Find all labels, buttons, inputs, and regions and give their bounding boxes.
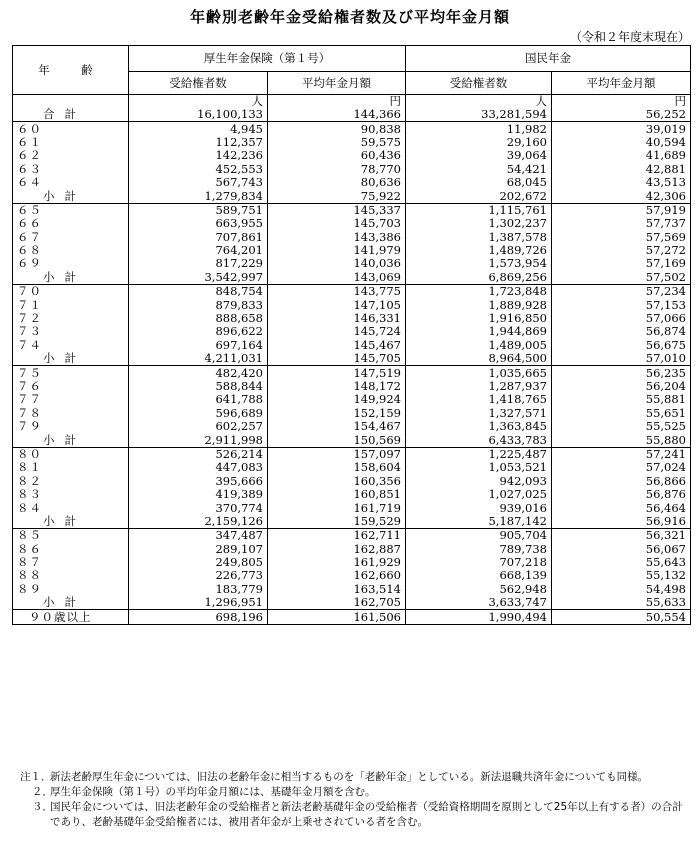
age-cell: ８６ bbox=[13, 543, 129, 556]
kosei-recipients-cell: 347,487 bbox=[129, 529, 268, 543]
kokumin-avg-cell: 40,594 bbox=[552, 136, 691, 149]
kosei-avg-cell: 145,703 bbox=[268, 217, 406, 230]
age-cell: 小計 bbox=[13, 433, 129, 447]
kosei-avg-cell: 160,356 bbox=[268, 475, 406, 488]
kosei-avg-cell: 60,436 bbox=[268, 149, 406, 162]
kosei-recipients-cell: 4,211,031 bbox=[129, 352, 268, 366]
table-row bbox=[13, 285, 691, 299]
footnotes bbox=[20, 770, 692, 830]
kokumin-avg-cell: 56,204 bbox=[552, 380, 691, 393]
kosei-recipients-cell: 419,389 bbox=[129, 488, 268, 501]
kosei-recipients-cell: 697,164 bbox=[129, 339, 268, 352]
kosei-avg-cell: 148,172 bbox=[268, 380, 406, 393]
age-cell: ６２ bbox=[13, 149, 129, 162]
kosei-recipients-cell: 2,911,998 bbox=[129, 433, 268, 447]
table-row bbox=[13, 203, 691, 217]
kosei-recipients-cell: 567,743 bbox=[129, 176, 268, 189]
kosei-recipients-cell: 526,214 bbox=[129, 447, 268, 461]
age-cell: ６１ bbox=[13, 136, 129, 149]
kosei-recipients-cell: 142,236 bbox=[129, 149, 268, 162]
kokumin-recipients-cell: 33,281,594 bbox=[406, 108, 552, 122]
kosei-avg-cell: 59,575 bbox=[268, 136, 406, 149]
unit-row bbox=[13, 95, 691, 109]
table-row bbox=[13, 176, 691, 189]
kosei-avg-cell: 140,036 bbox=[268, 257, 406, 270]
kokumin-avg-cell: 56,067 bbox=[552, 543, 691, 556]
kokumin-recipients-cell: 1,327,571 bbox=[406, 407, 552, 420]
kokumin-avg-cell: 56,876 bbox=[552, 488, 691, 501]
table-row bbox=[13, 610, 691, 624]
subtotal-row bbox=[13, 515, 691, 529]
table-row bbox=[13, 407, 691, 420]
unit-person: 人 bbox=[406, 95, 552, 109]
kokumin-avg-cell: 57,737 bbox=[552, 217, 691, 230]
footnote bbox=[20, 800, 692, 830]
age-cell: ７９ bbox=[13, 420, 129, 433]
kosei-avg-cell: 146,331 bbox=[268, 312, 406, 325]
kosei-recipients-cell: 817,229 bbox=[129, 257, 268, 270]
unit-person: 人 bbox=[129, 95, 268, 109]
kosei-recipients-header: 受給権者数 bbox=[129, 72, 268, 95]
table-row bbox=[13, 366, 691, 380]
kokumin-recipients-cell: 39,064 bbox=[406, 149, 552, 162]
table-row bbox=[13, 244, 691, 257]
kokumin-avg-cell: 54,498 bbox=[552, 583, 691, 596]
kokumin-avg-cell: 56,675 bbox=[552, 339, 691, 352]
kosei-recipients-cell: 848,754 bbox=[129, 285, 268, 299]
kosei-avg-cell: 160,851 bbox=[268, 488, 406, 501]
kokumin-avg-cell: 55,880 bbox=[552, 433, 691, 447]
subtotal-row bbox=[13, 433, 691, 447]
kokumin-avg-cell: 55,132 bbox=[552, 569, 691, 582]
kokumin-avg-cell: 57,502 bbox=[552, 271, 691, 285]
kokumin-recipients-cell: 707,218 bbox=[406, 556, 552, 569]
table-row bbox=[13, 149, 691, 162]
kosei-avg-cell: 152,159 bbox=[268, 407, 406, 420]
kosei-avg-cell: 145,467 bbox=[268, 339, 406, 352]
kosei-group-header: 厚生年金保険（第１号） bbox=[129, 46, 406, 72]
kosei-avg-cell: 80,636 bbox=[268, 176, 406, 189]
kosei-avg-header: 平均年金月額 bbox=[268, 72, 406, 95]
kosei-avg-cell: 147,519 bbox=[268, 366, 406, 380]
table-row bbox=[13, 122, 691, 136]
kokumin-avg-cell: 39,019 bbox=[552, 122, 691, 136]
subtotal-row bbox=[13, 271, 691, 285]
kosei-avg-cell: 162,705 bbox=[268, 596, 406, 610]
as-of-date: （令和２年度末現在） bbox=[569, 30, 690, 44]
kokumin-avg-cell: 57,153 bbox=[552, 298, 691, 311]
age-cell: ６８ bbox=[13, 244, 129, 257]
age-cell: ６９ bbox=[13, 257, 129, 270]
kokumin-recipients-cell: 5,187,142 bbox=[406, 515, 552, 529]
kosei-recipients-cell: 1,296,951 bbox=[129, 596, 268, 610]
footnote-number: 注１． bbox=[20, 771, 52, 783]
age-cell: ７８ bbox=[13, 407, 129, 420]
kosei-recipients-cell: 447,083 bbox=[129, 461, 268, 474]
kosei-avg-cell: 161,929 bbox=[268, 556, 406, 569]
kokumin-recipients-cell: 789,738 bbox=[406, 543, 552, 556]
age-cell: ６３ bbox=[13, 163, 129, 176]
kosei-avg-cell: 143,775 bbox=[268, 285, 406, 299]
age-cell: 小計 bbox=[13, 596, 129, 610]
kosei-avg-cell: 161,719 bbox=[268, 501, 406, 514]
age-cell: ７１ bbox=[13, 298, 129, 311]
kokumin-avg-cell: 57,066 bbox=[552, 312, 691, 325]
kokumin-avg-cell: 57,272 bbox=[552, 244, 691, 257]
kokumin-recipients-cell: 54,421 bbox=[406, 163, 552, 176]
unit-yen: 円 bbox=[552, 95, 691, 109]
age-cell: ８３ bbox=[13, 488, 129, 501]
kosei-recipients-cell: 4,945 bbox=[129, 122, 268, 136]
kokumin-recipients-cell: 1,053,521 bbox=[406, 461, 552, 474]
kokumin-recipients-cell: 1,287,937 bbox=[406, 380, 552, 393]
kosei-avg-cell: 150,569 bbox=[268, 433, 406, 447]
kokumin-recipients-cell: 68,045 bbox=[406, 176, 552, 189]
age-cell: 小計 bbox=[13, 189, 129, 203]
unit-yen: 円 bbox=[268, 95, 406, 109]
kokumin-recipients-cell: 1,115,761 bbox=[406, 203, 552, 217]
pension-table bbox=[12, 45, 691, 625]
kokumin-recipients-cell: 1,573,954 bbox=[406, 257, 552, 270]
table-row bbox=[13, 217, 691, 230]
kokumin-avg-cell: 43,513 bbox=[552, 176, 691, 189]
kokumin-avg-cell: 56,874 bbox=[552, 325, 691, 338]
kokumin-avg-cell: 57,024 bbox=[552, 461, 691, 474]
age-cell: 小計 bbox=[13, 271, 129, 285]
kokumin-recipients-cell: 6,433,783 bbox=[406, 433, 552, 447]
kokumin-avg-header: 平均年金月額 bbox=[552, 72, 691, 95]
kosei-recipients-cell: 112,357 bbox=[129, 136, 268, 149]
kosei-avg-cell: 145,705 bbox=[268, 352, 406, 366]
footnote-text: 国民年金については、旧法老齢年金の受給権者と新法老齢基礎年金の受給権者（受給資格期間を原則として25年以上有する者）の合計であり、老齢基礎年金受給権者には、被用者年金が上乗せされている者を含む。 bbox=[50, 801, 683, 828]
kokumin-recipients-header: 受給権者数 bbox=[406, 72, 552, 95]
kokumin-avg-cell: 57,919 bbox=[552, 203, 691, 217]
table-row bbox=[13, 231, 691, 244]
kokumin-avg-cell: 57,241 bbox=[552, 447, 691, 461]
age-cell: ８８ bbox=[13, 569, 129, 582]
kosei-avg-cell: 144,366 bbox=[268, 108, 406, 122]
kosei-recipients-cell: 482,420 bbox=[129, 366, 268, 380]
table-row bbox=[13, 312, 691, 325]
kosei-avg-cell: 162,887 bbox=[268, 543, 406, 556]
table-row bbox=[13, 257, 691, 270]
kosei-recipients-cell: 3,542,997 bbox=[129, 271, 268, 285]
table-row bbox=[13, 325, 691, 338]
age-cell: ６４ bbox=[13, 176, 129, 189]
kosei-avg-cell: 161,506 bbox=[268, 610, 406, 624]
age-cell: ７３ bbox=[13, 325, 129, 338]
total-row bbox=[13, 108, 691, 122]
kosei-recipients-cell: 896,622 bbox=[129, 325, 268, 338]
kosei-recipients-cell: 2,159,126 bbox=[129, 515, 268, 529]
age-cell: ８０ bbox=[13, 447, 129, 461]
kokumin-avg-cell: 55,881 bbox=[552, 393, 691, 406]
kosei-recipients-cell: 589,751 bbox=[129, 203, 268, 217]
kosei-recipients-cell: 395,666 bbox=[129, 475, 268, 488]
kosei-avg-cell: 145,337 bbox=[268, 203, 406, 217]
kosei-avg-cell: 163,514 bbox=[268, 583, 406, 596]
table-row bbox=[13, 556, 691, 569]
kosei-recipients-cell: 289,107 bbox=[129, 543, 268, 556]
age-cell: ７４ bbox=[13, 339, 129, 352]
kosei-recipients-cell: 226,773 bbox=[129, 569, 268, 582]
age-cell: ７２ bbox=[13, 312, 129, 325]
table-row bbox=[13, 501, 691, 514]
page-title: 年齢別老齢年金受給権者数及び平均年金月額 bbox=[189, 8, 510, 26]
kokumin-recipients-cell: 1,889,928 bbox=[406, 298, 552, 311]
age-cell: ６６ bbox=[13, 217, 129, 230]
age-cell: 小計 bbox=[13, 515, 129, 529]
kokumin-avg-cell: 56,464 bbox=[552, 501, 691, 514]
kokumin-avg-cell: 56,916 bbox=[552, 515, 691, 529]
kosei-recipients-cell: 1,279,834 bbox=[129, 189, 268, 203]
kosei-recipients-cell: 452,553 bbox=[129, 163, 268, 176]
kosei-recipients-cell: 879,833 bbox=[129, 298, 268, 311]
kosei-recipients-cell: 707,861 bbox=[129, 231, 268, 244]
kosei-recipients-cell: 249,805 bbox=[129, 556, 268, 569]
kokumin-avg-cell: 55,651 bbox=[552, 407, 691, 420]
kokumin-avg-cell: 56,235 bbox=[552, 366, 691, 380]
kosei-avg-cell: 143,069 bbox=[268, 271, 406, 285]
footnote-text: 新法老齢厚生年金については、旧法の老齢年金に相当するものを「老齢年金」としている。新法退職共済年金についても同様。 bbox=[50, 771, 649, 783]
kokumin-avg-cell: 57,234 bbox=[552, 285, 691, 299]
kokumin-recipients-cell: 562,948 bbox=[406, 583, 552, 596]
age-cell: ６７ bbox=[13, 231, 129, 244]
table-row bbox=[13, 583, 691, 596]
table-row bbox=[13, 475, 691, 488]
kokumin-avg-cell: 56,866 bbox=[552, 475, 691, 488]
kokumin-recipients-cell: 1,418,765 bbox=[406, 393, 552, 406]
age-cell: ８７ bbox=[13, 556, 129, 569]
subtotal-row bbox=[13, 596, 691, 610]
kokumin-recipients-cell: 668,139 bbox=[406, 569, 552, 582]
kokumin-recipients-cell: 11,982 bbox=[406, 122, 552, 136]
kokumin-avg-cell: 55,633 bbox=[552, 596, 691, 610]
kosei-recipients-cell: 596,689 bbox=[129, 407, 268, 420]
kosei-recipients-cell: 588,844 bbox=[129, 380, 268, 393]
kokumin-avg-cell: 42,306 bbox=[552, 189, 691, 203]
kosei-recipients-cell: 764,201 bbox=[129, 244, 268, 257]
table-row bbox=[13, 569, 691, 582]
kosei-recipients-cell: 663,955 bbox=[129, 217, 268, 230]
kokumin-recipients-cell: 202,672 bbox=[406, 189, 552, 203]
footnote-number: ２． bbox=[32, 786, 53, 798]
kosei-avg-cell: 78,770 bbox=[268, 163, 406, 176]
kosei-avg-cell: 90,838 bbox=[268, 122, 406, 136]
kokumin-recipients-cell: 29,160 bbox=[406, 136, 552, 149]
table-row bbox=[13, 461, 691, 474]
age-cell: ８２ bbox=[13, 475, 129, 488]
kokumin-recipients-cell: 1,035,665 bbox=[406, 366, 552, 380]
age-cell: ８５ bbox=[13, 529, 129, 543]
kosei-recipients-cell: 698,196 bbox=[129, 610, 268, 624]
table-row bbox=[13, 488, 691, 501]
age-cell: 小計 bbox=[13, 352, 129, 366]
kosei-recipients-cell: 641,788 bbox=[129, 393, 268, 406]
kosei-recipients-cell: 888,658 bbox=[129, 312, 268, 325]
kokumin-recipients-cell: 1,225,487 bbox=[406, 447, 552, 461]
kosei-avg-cell: 145,724 bbox=[268, 325, 406, 338]
age-cell: ６０ bbox=[13, 122, 129, 136]
kosei-recipients-cell: 183,779 bbox=[129, 583, 268, 596]
kokumin-avg-cell: 41,689 bbox=[552, 149, 691, 162]
kokumin-recipients-cell: 6,869,256 bbox=[406, 271, 552, 285]
footnote-number: ３． bbox=[32, 801, 53, 813]
kokumin-avg-cell: 42,881 bbox=[552, 163, 691, 176]
kokumin-recipients-cell: 1,027,025 bbox=[406, 488, 552, 501]
kokumin-avg-cell: 55,525 bbox=[552, 420, 691, 433]
kosei-avg-cell: 147,105 bbox=[268, 298, 406, 311]
kosei-avg-cell: 154,467 bbox=[268, 420, 406, 433]
kokumin-recipients-cell: 1,489,005 bbox=[406, 339, 552, 352]
kokumin-recipients-cell: 1,489,726 bbox=[406, 244, 552, 257]
kosei-recipients-cell: 602,257 bbox=[129, 420, 268, 433]
kosei-avg-cell: 159,529 bbox=[268, 515, 406, 529]
kokumin-recipients-cell: 905,704 bbox=[406, 529, 552, 543]
kokumin-avg-cell: 57,569 bbox=[552, 231, 691, 244]
kokumin-avg-cell: 57,169 bbox=[552, 257, 691, 270]
kosei-avg-cell: 75,922 bbox=[268, 189, 406, 203]
kokumin-avg-cell: 50,554 bbox=[552, 610, 691, 624]
table-row bbox=[13, 529, 691, 543]
subtotal-row bbox=[13, 352, 691, 366]
table-row bbox=[13, 393, 691, 406]
age-cell: 合計 bbox=[13, 108, 129, 122]
age-cell: ７７ bbox=[13, 393, 129, 406]
kokumin-recipients-cell: 1,302,237 bbox=[406, 217, 552, 230]
age-cell: ８９ bbox=[13, 583, 129, 596]
kokumin-avg-cell: 55,643 bbox=[552, 556, 691, 569]
table-row bbox=[13, 163, 691, 176]
kokumin-recipients-cell: 1,916,850 bbox=[406, 312, 552, 325]
kokumin-avg-cell: 56,321 bbox=[552, 529, 691, 543]
table-row bbox=[13, 543, 691, 556]
kokumin-recipients-cell: 1,363,845 bbox=[406, 420, 552, 433]
kosei-avg-cell: 143,386 bbox=[268, 231, 406, 244]
kokumin-avg-cell: 56,252 bbox=[552, 108, 691, 122]
table-row bbox=[13, 339, 691, 352]
kosei-avg-cell: 162,711 bbox=[268, 529, 406, 543]
kosei-recipients-cell: 16,100,133 bbox=[129, 108, 268, 122]
kokumin-recipients-cell: 942,093 bbox=[406, 475, 552, 488]
unit-blank bbox=[13, 95, 129, 109]
kokumin-recipients-cell: 1,944,869 bbox=[406, 325, 552, 338]
kosei-recipients-cell: 370,774 bbox=[129, 501, 268, 514]
kokumin-recipients-cell: 3,633,747 bbox=[406, 596, 552, 610]
kokumin-recipients-cell: 939,016 bbox=[406, 501, 552, 514]
kokumin-recipients-cell: 8,964,500 bbox=[406, 352, 552, 366]
footnote-text: 厚生年金保険（第１号）の平均年金月額には、基礎年金月額を含む。 bbox=[50, 786, 376, 798]
age-cell: ８４ bbox=[13, 501, 129, 514]
table-row bbox=[13, 136, 691, 149]
age-cell: ８１ bbox=[13, 461, 129, 474]
kosei-avg-cell: 149,924 bbox=[268, 393, 406, 406]
age-cell: ７５ bbox=[13, 366, 129, 380]
footnote bbox=[20, 770, 692, 785]
kosei-avg-cell: 162,660 bbox=[268, 569, 406, 582]
age-cell: ９０歳以上 bbox=[13, 610, 129, 624]
table-row bbox=[13, 420, 691, 433]
kosei-avg-cell: 157,097 bbox=[268, 447, 406, 461]
kokumin-recipients-cell: 1,387,578 bbox=[406, 231, 552, 244]
age-cell: ７０ bbox=[13, 285, 129, 299]
kokumin-recipients-cell: 1,990,494 bbox=[406, 610, 552, 624]
kosei-avg-cell: 158,604 bbox=[268, 461, 406, 474]
age-cell: ６５ bbox=[13, 203, 129, 217]
kokumin-avg-cell: 57,010 bbox=[552, 352, 691, 366]
table-row bbox=[13, 447, 691, 461]
table-row bbox=[13, 298, 691, 311]
age-cell: ７６ bbox=[13, 380, 129, 393]
age-column-header: 年 齢 bbox=[13, 46, 129, 95]
kokumin-recipients-cell: 1,723,848 bbox=[406, 285, 552, 299]
kosei-avg-cell: 141,979 bbox=[268, 244, 406, 257]
footnote bbox=[20, 785, 692, 800]
subtotal-row bbox=[13, 189, 691, 203]
table-row bbox=[13, 380, 691, 393]
kokumin-group-header: 国民年金 bbox=[406, 46, 691, 72]
